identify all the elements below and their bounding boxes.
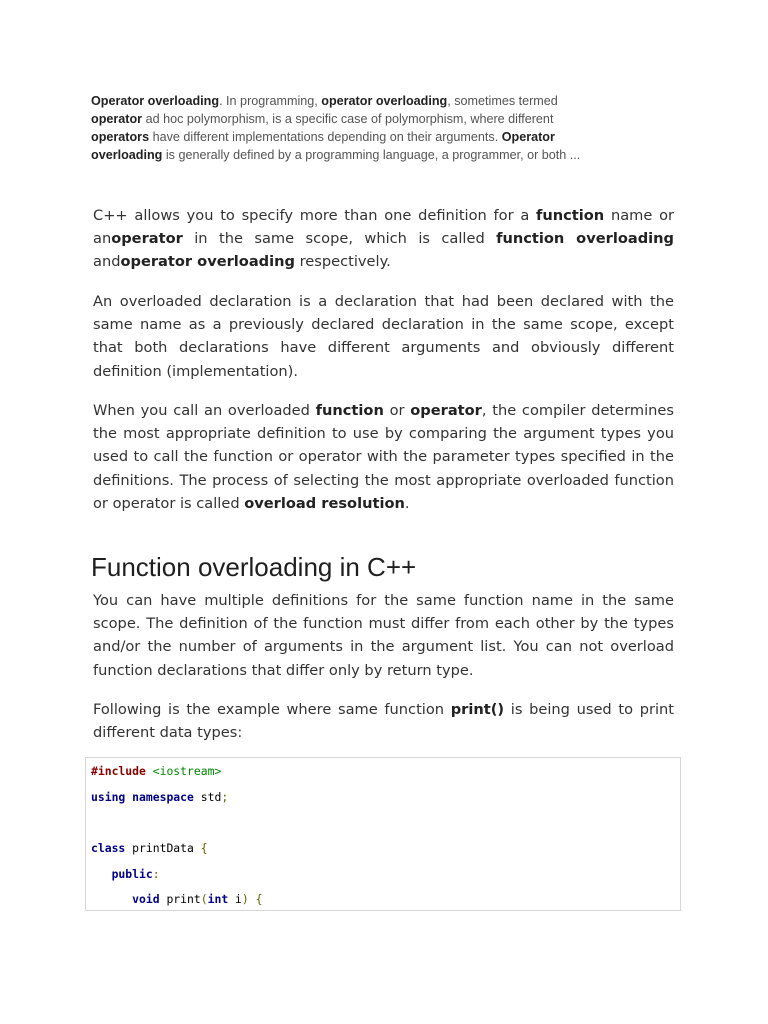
snippet-text: ad hoc polymorphism, is a specific case of polymorphism, where different bbox=[142, 112, 554, 126]
code-line: class printData { bbox=[91, 841, 208, 855]
resolution-paragraph bbox=[93, 399, 674, 515]
snippet-term: overloading bbox=[91, 148, 163, 162]
paragraph-text: and bbox=[93, 253, 121, 271]
paragraph-text: . bbox=[404, 494, 410, 512]
code-line: public: bbox=[111, 867, 160, 881]
code-line: using namespace std; bbox=[91, 790, 229, 804]
snippet-term: operator overloading bbox=[321, 94, 448, 108]
example-intro-paragraph bbox=[93, 698, 674, 744]
paragraph-text: , the compiler determines the most appropriate definition to use by comparing the argument types you used to call the function or operator with the parameter types specified in the definitions. The process of selecting the most appropriate overloaded function or operator is called bbox=[93, 402, 674, 512]
search-snippet bbox=[91, 92, 651, 164]
snippet-text: have different implementations depending on their arguments. bbox=[149, 130, 502, 144]
bold-term: function overloading bbox=[496, 230, 674, 248]
intro-paragraph bbox=[93, 204, 674, 274]
snippet-text: . In programming, bbox=[219, 94, 322, 108]
paragraph-text: in the same scope, which is called bbox=[182, 230, 497, 248]
paragraph-text: or bbox=[383, 402, 411, 419]
bold-term: operator bbox=[410, 402, 482, 419]
code-line: #include <iostream> bbox=[91, 764, 222, 778]
snippet-text: , sometimes termed bbox=[447, 94, 558, 108]
bold-term: operator bbox=[111, 230, 183, 248]
section-heading: Function overloading in C++ bbox=[91, 552, 417, 582]
snippet-term: operator bbox=[91, 112, 143, 126]
paragraph-text: name or an bbox=[93, 207, 674, 248]
bold-term: function bbox=[536, 207, 605, 224]
snippet-term: Operator overloading bbox=[91, 94, 220, 108]
function-overloading-paragraph: You can have multiple definitions for the same function name in the same scope. The definition of the function must differ from each other by the types and/or the number of arguments in the argument list. You can not overload function declarations that differ only by return type. bbox=[93, 592, 674, 679]
snippet-term: Operator bbox=[501, 130, 555, 144]
bold-term: function bbox=[315, 402, 384, 419]
paragraph-text: C++ allows you to specify more than one definition for a bbox=[93, 207, 537, 224]
code-line: void print(int i) { bbox=[132, 892, 263, 906]
paragraph-text: Following is the example where same function bbox=[93, 701, 451, 718]
bold-term: overload resolution bbox=[244, 494, 405, 512]
bold-term: operator overloading bbox=[120, 253, 295, 271]
snippet-term: operators bbox=[91, 130, 150, 144]
paragraph-text: When you call an overloaded bbox=[93, 402, 316, 419]
bold-term: print() bbox=[450, 701, 505, 718]
paragraph-text: respectively. bbox=[294, 253, 391, 271]
snippet-text: is generally defined by a programming language, a programmer, or both ... bbox=[162, 148, 581, 162]
code-block bbox=[85, 757, 681, 911]
declaration-paragraph: An overloaded declaration is a declaration that had been declared with the same name as a previously declared declaration in the same scope, except that both declarations have different arguments and obviously different definition (implementation). bbox=[93, 293, 674, 380]
paragraph-text: is being used to print different data types: bbox=[93, 701, 674, 742]
